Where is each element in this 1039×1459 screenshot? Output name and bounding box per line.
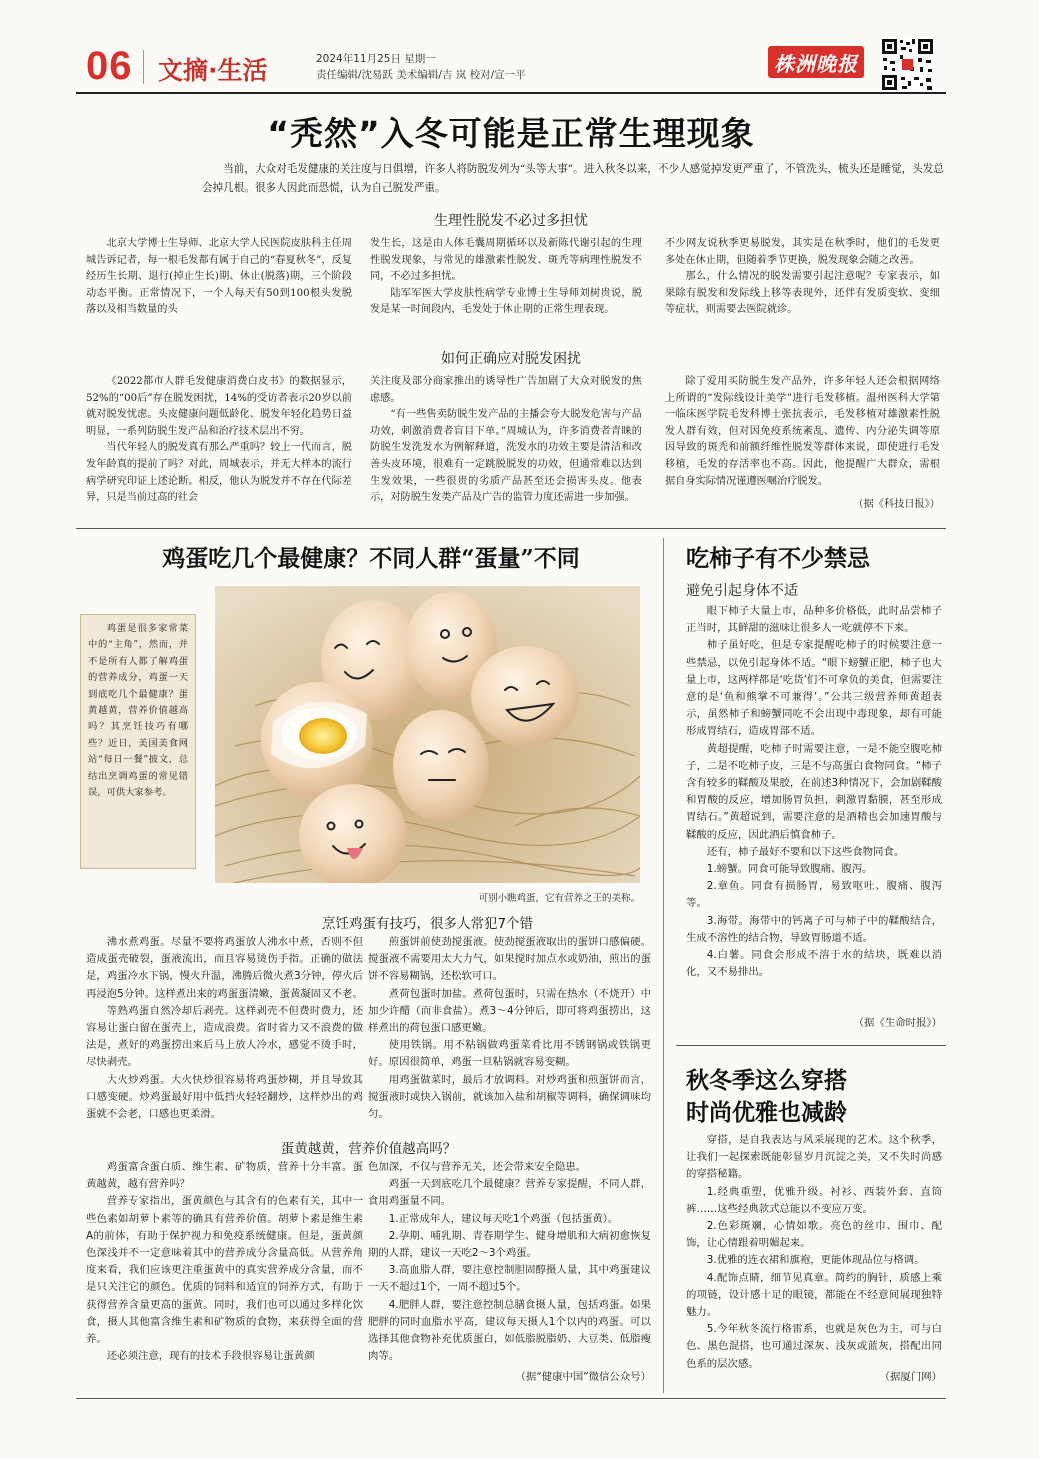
- article4-title-line1: 秋冬季这么穿搭: [686, 1067, 847, 1094]
- issue-date: 2024年11月25日 星期一: [316, 53, 436, 65]
- article3-title: 吃柿子有不少禁忌: [686, 545, 870, 572]
- article2-c1-col2: 煎蛋饼前使劲搅蛋液。使劲搅蛋液取出的蛋饼口感偏硬。搅蛋液不需要用太大力气，如果搅时加点水或奶油，煎出的蛋饼不容易糊锅，还松软可口。 煮荷包蛋时加盐。煮荷包蛋时，只需在热水（不烧开）中加少许醋（而非食盐）。煮3～4分钟后，即可将鸡蛋捞出，这样煮出的荷包蛋口感更嫩。 使用铁锅。用不粘锅做鸡蛋菜肴比用不锈钢锅或铁锅更好。原因很简单，鸡蛋一旦粘锅就容易变糊。 用鸡蛋做菜时，最后才放调料。对炒鸡蛋和煎蛋饼而言，搅蛋液时或快入锅前，就该加入盐和胡椒等调料，确保调味均匀。: [368, 936, 651, 1121]
- article2-c2-col2: 色加深，不仅与营养无关，还会带来安全隐患。 鸡蛋一天到底吃几个最健康？营养专家提醒，不同人群，食用鸡蛋量不同。 1.正常成年人，建议每天吃1个鸡蛋（包括蛋黄）。 2.孕期、哺乳期、青春期学生、健身增肌和大病初愈恢复期的人群，建议一天吃2～3个鸡蛋。 3.高血脂人群，要注意控制胆固醇摄人量，其中鸡蛋建议一天不超过1个，一周不超过5个。 4.肥胖人群，要注意控制总膳食摄人量，包括鸡蛋。如果肥胖的同时血脂水平高，建议每天摄人1个以内的鸡蛋。可以选择其他食物补充优质蛋白，如低脂脱脂奶、大豆类、低脂瘦肉等。: [368, 1161, 651, 1363]
- article3-source: （据《生命时报》）: [853, 1017, 942, 1029]
- article2-title: 鸡蛋吃几个最健康？不同人群“蛋量”不同: [162, 545, 580, 572]
- article1-s1-col3: 不少网友说秋季更易脱发，其实是在秋季时，他们的毛发更多处在休止期，但随着季节更换，脱发现象会随之改善。 那么，什么情况的脱发需要引起注意呢？专家表示，如果除有脱发和发际线上移等表现外，还伴有发质变软、变细等症状，则需要去医院就诊。: [665, 238, 940, 316]
- editors-credit: 责任编辑/沈易跃 美术编辑/吉 岚 校对/宣一平: [316, 69, 526, 81]
- article2-c2-col1: 鸡蛋富含蛋白质、维生素、矿物质，营养十分丰富。蛋黄越黄，越有营养吗？ 营养专家指出，蛋黄颜色与其含有的色素有关，其中一些色素如胡萝卜素等的确具有营养价值。胡萝卜素是维生素A的前体，有助于保护视力和免疫系统健康。但是，蛋黄颜色深浅并不一定意味着其中的营养成分含量高低。从营养角度来看，我们应该更注重蛋黄中的真实营养成分含量，而不是只关注它的颜色。优质的饲料和适宜的饲养方式，有助于获得营养含量更高的蛋黄。同时，我们也可以通过多样化饮食，摄人其他富含维生素和矿物质的食物，来获得全面的营养。 还必须注意，现有的技术手段很容易让蛋黄颜: [86, 1161, 363, 1363]
- header-divider: [143, 50, 144, 84]
- article3-subtitle: 避免引起身体不适: [686, 583, 798, 599]
- section-rule-1: [76, 528, 946, 529]
- article4-title-line2: 时尚优雅也减龄: [686, 1099, 847, 1126]
- article1-lead: 当前，大众对毛发健康的关注度与日俱增，许多人将防脱发列为“头等大事”。进入秋冬以来，不少人感觉掉发更严重了，不管洗头、梳头还是睡觉，头发总会掉几根。很多人因此而恐慌，认为自己脱发严重。: [202, 163, 944, 194]
- article2-subhead-1: 烹饪鸡蛋有技巧，很多人常犯7个错: [321, 916, 534, 932]
- article1-subhead-1: 生理性脱发不必过多担忧: [434, 213, 588, 229]
- header-rule: [76, 92, 946, 94]
- article2-c1-col1: 沸水煮鸡蛋。尽量不要将鸡蛋放人沸水中煮，否则不但造成蛋壳破裂，蛋液流出，而且容易烫伤手指。正确的做法是，鸡蛋冷水下锅，慢火升温，沸腾后微火煮3分钟，停火后再浸泡5分钟。这样煮出来的鸡蛋蛋清嫩，蛋黄凝固又不老。 等熟鸡蛋自然冷却后剥壳。这样剥壳不但费时费力，还容易让蛋白留在蛋壳上，造成浪费。省时省力又不浪费的做法是，煮好的鸡蛋捞出来后马上放人冷水，感觉不烫手时，尽快剥壳。 大火炒鸡蛋。大火快炒很容易将鸡蛋炒糊，并且导致其口感变硬。炒鸡蛋最好用中低挡火轻轻翻炒，这样炒出的鸡蛋就不会老，口感也更柔滑。: [86, 936, 363, 1121]
- eggs-intro-box: [80, 614, 196, 869]
- article1-title: “秃然”入冬可能是正常生理现象: [267, 114, 755, 153]
- qr-code-icon: [880, 37, 935, 92]
- article1-s2-col2: 关注度及部分商家推出的诱导性广告加剧了大众对脱发的焦虑感。 “有一些售卖防脱生发产品的主播会夸大脱发危害与产品功效，刺激消费者盲目下单。”周城认为，许多消费者青睐的防脱生发洗发水为例解释道，洗发水的功效主要是清洁和改善头皮环境，很难有一定跳脱脱发的功效，但通常难以达到生发效果，一些很贵的劣质产品甚至还会损害头皮。他表示，对防脱生发类产品及广告的监管力度还需进一步加强。: [370, 376, 642, 504]
- article1-s2-col1: 《2022都市人群毛发健康消费白皮书》的数据显示，52%的“00后”存在脱发困扰，14%的受访者表示20岁以前就对脱发忧虑。头皮健康问题低龄化、脱发年轻化趋势日益明显，一系列防脱生发产品和治疗技术层出不穷。 当代年轻人的脱发真有那么严重吗？较上一代而言，脱发年龄真的提前了吗？对此，周城表示，并无大样本的流行病学研究印证上述论断。相反，他认为脱发并不存在代际差异，只是当前过高的社会: [86, 376, 352, 504]
- article1-s1-col2: 发生长，这是由人体毛囊周期循环以及新陈代谢引起的生理性脱发现象，与常见的雄激素性脱发、斑秃等病理性脱发不同，不必过多担忧。 陆军军医大学皮肤性病学专业博士生导师刘树贵说，脱发是某一时间段内，毛发处于休止期的正常生理表现。: [370, 238, 642, 316]
- eggs-intro-text: 鸡蛋是很多家常菜中的“主角”，然而，并不是所有人都了解鸡蛋的营养成分，鸡蛋一天到底吃几个最健康？蛋黄越黄，营养价值越高吗？其烹饪技巧有哪些？近日，美国美食网站“每日一餐”披文，总结出烹调鸡蛋的常见错误，可供大家参考。: [88, 623, 188, 799]
- article4-source: （据厦门网）: [879, 1371, 942, 1383]
- masthead-text: 株洲晚报: [774, 51, 858, 76]
- photo-caption: 可别小瞧鸡蛋，它有营养之王的美称。: [478, 893, 640, 904]
- article1-source: （据《科技日报》）: [853, 499, 940, 510]
- section-title: 文摘·生活: [158, 56, 268, 85]
- column-divider: [663, 538, 664, 1393]
- masthead-logo: [768, 46, 864, 78]
- article1-s2-col3: 除了爱用买防脱生发产品外，许多年轻人还会根据网络上所谓的“发际线设计美学”进行毛发移植。温州医科大学第一临床医学院毛发科博士张抗表示，毛发移植对雄激素性脱发人群有效，但对因免疫系统紊乱、遗传、内分泌失调等原因导致的斑秃和前额纤维性脱发等群体来说，即使进行毛发移植，毛发的存活率也不高。因此，他提醒广大群众，需根据自身实际情况谨遵医嘱治疗脱发。: [665, 376, 940, 487]
- article1-s1-col1: 北京大学博士生导师、北京大学人民医院皮肤科主任周城告诉记者，每一根毛发都有属于自己的“春夏秋冬”，反复经历生长期、退行(掉止生长)期、休止(脱落)期，三个阶段动态平衡。正常情况下，一个人每天有50到100根头发脱落以及相当数量的头: [86, 238, 352, 316]
- article4-body: 穿搭，是自我表达与风采展现的艺术。这个秋季，让我们一起探索既能彰显岁月沉淀之美，又不失时尚感的穿搭秘籍。 1.经典重塑，优雅升级。衬衫、西装外套、直筒裤……这些经典款式总能以不变应万变。 2.色彩斑斓，心情如歌。亮色的丝巾、围巾、配饰，让心情跟着明媚起来。 3.优雅的连衣裙和旗袍，更能体现品位与格调。 4.配饰点睛，细节见真章。简约的胸针，质感上乘的项链，设计感十足的眼镜，都能在不经意间展现独特魅力。 5.今年秋冬流行格雷系，也就是灰色为主，可与白色、黑色混搭，也可通过深灰、浅灰或蓝灰，搭配出同色系的层次感。: [686, 1134, 942, 1370]
- page-number: 06: [86, 44, 133, 88]
- article2-source: （据“健康中国”微信公众号）: [515, 1371, 651, 1383]
- article1-subhead-2: 如何正确应对脱发困扰: [441, 351, 581, 367]
- article2-subhead-2: 蛋黄越黄，营养价值越高吗？: [280, 1141, 457, 1157]
- footer-rule: [76, 1398, 946, 1399]
- article3-body: 眼下柿子大量上市，品种多价格低，此时品尝柿子正当时，其鲜甜的滋味让很多人一吃就停不下来。 柿子虽好吃，但是专家提醒吃柿子的时候要注意一些禁忌，以免引起身体不适。“眼下螃蟹正肥，柿子也大量上市，这两样都是‘吃货’们不可拿负的美食，但需要注意的是‘鱼和熊掌不可兼得’。”公共三级营养师黄超表示，虽然柿子和螃蟹同吃不会出现中毒现象，却有可能形成胃结石，造成胃部不适。 黄超提醒，吃柿子时需要注意，一是不能空腹吃柿子，二是不吃柿子皮，三是不与高蛋白食物同食。“柿子含有较多的鞣酸及果胶，在前述3种情况下，会加剧鞣酸和胃酸的反应，增加肠胃负担，刺激胃黏膜，甚至形成胃结石。”黄超说到，需要注意的是酒精也会加速胃酸与鞣酸的反应，因此酒后慎食柿子。 还有，柿子最好不要和以下这些食物同食。 1.螃蟹。同食可能导致腹痛、腹泻。 2.章鱼。同食有损肠胃，易致呕吐、腹痛、腹泻等。 3.海带。海带中的钙离子可与柿子中的鞣酸结合，生成不溶性的结合物，导致胃肠道不适。 4.白薯。同食会形成不溶于水的结块，既难以消化，又不易排出。: [686, 605, 942, 979]
- section-rule-right: [676, 1045, 946, 1046]
- egg-photo: [215, 586, 640, 883]
